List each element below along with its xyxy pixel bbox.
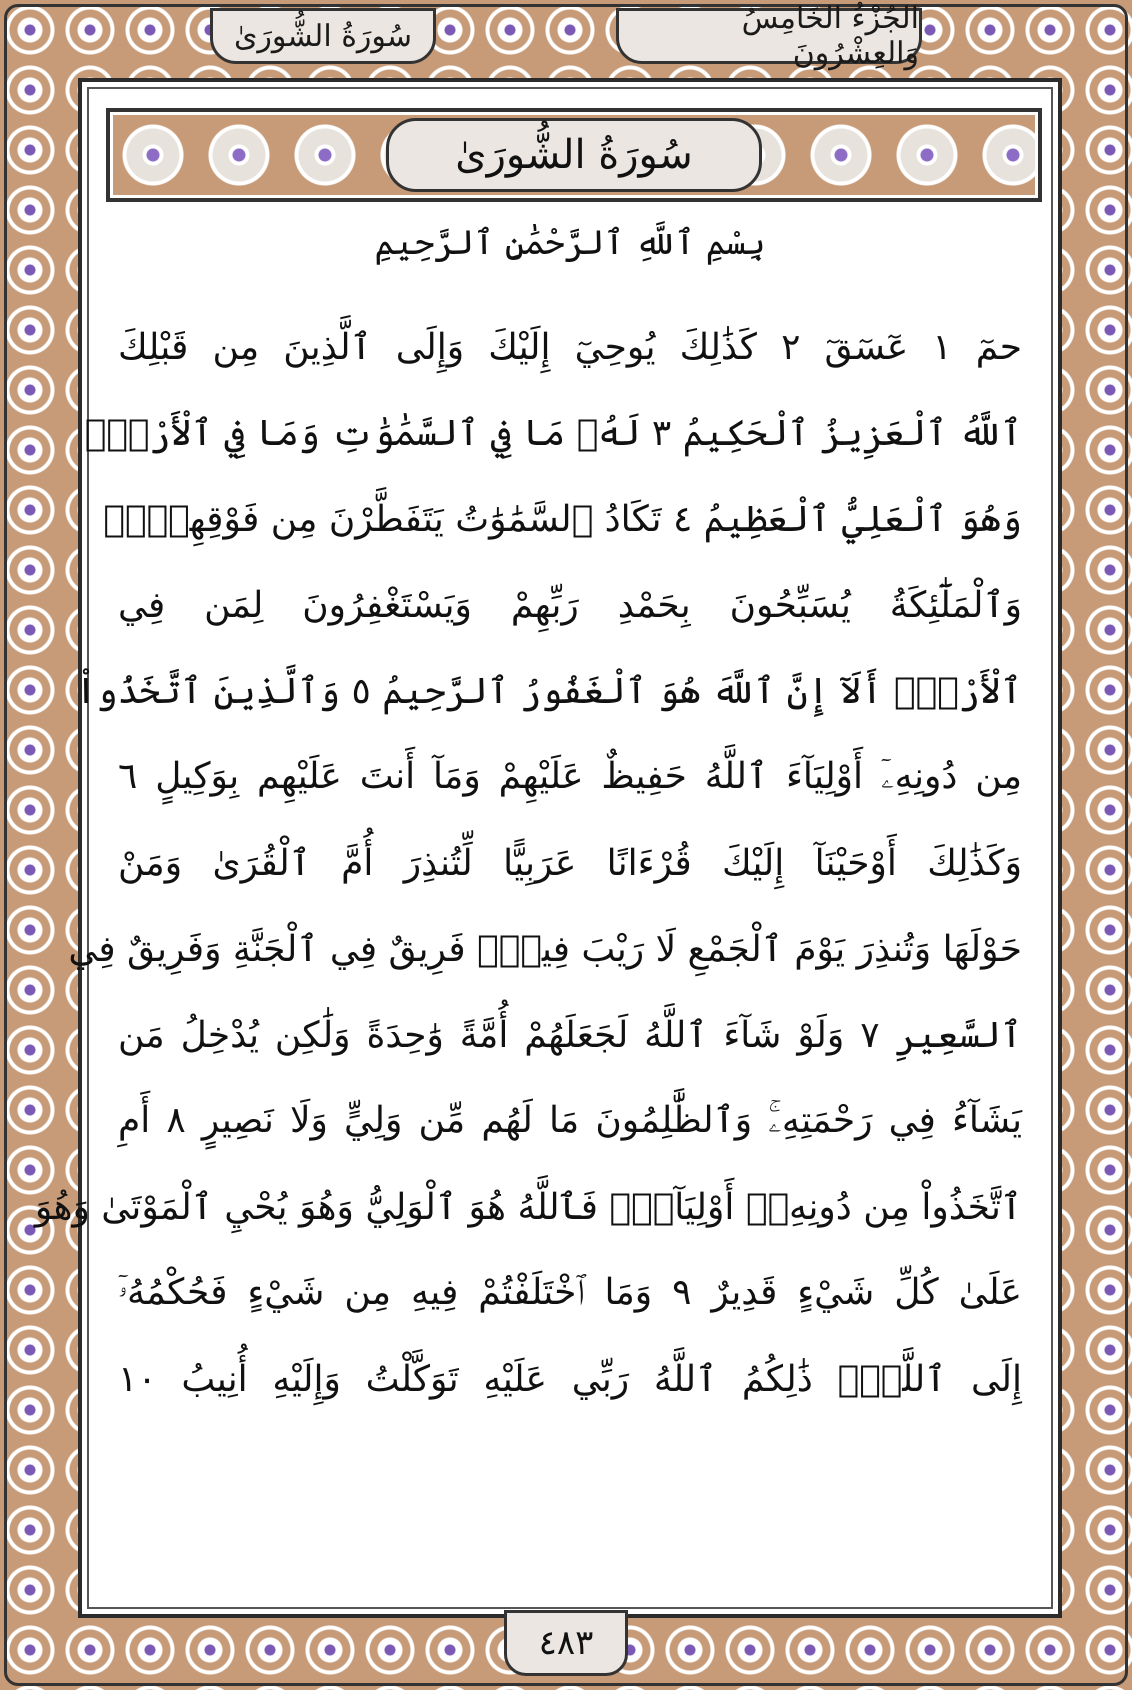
surah-banner (106, 108, 1042, 202)
text-line: وَكَذَٰلِكَ أَوْحَيْنَآ إِلَيْكَ قُرْءَانًا عَرَبِيًّا لِّتُنذِرَ أُمَّ ٱلْقُرَىٰ وَمَنْ (118, 842, 1022, 884)
basmala: بِسْمِ ٱللَّهِ ٱلرَّحْمَٰنِ ٱلرَّحِيمِ (374, 223, 766, 263)
text-line: وَهُوَ ٱلْعَلِيُّ ٱلْعَظِيمُ ٤ تَكَادُ ٱلسَّمَٰوَٰتُ يَتَفَطَّرْنَ مِن فَوْقِهِنَّۚ (103, 498, 1022, 540)
text-line: يَشَآءُ فِي رَحْمَتِهِۦۚ وَٱلظَّٰلِمُونَ مَا لَهُم مِّن وَلِيٍّ وَلَا نَصِيرٍ ٨ أَمِ (118, 1100, 1023, 1141)
text-line: عَلَىٰ كُلِّ شَيْءٍ قَدِيرٌ ٩ وَمَا ٱخْتَلَفْتُمْ فِيهِ مِن شَيْءٍ فَحُكْمُهُۥٓ (118, 1272, 1022, 1313)
page-content (34, 78, 1062, 1618)
text-line: حمٓ ١ عٓسٓقٓ ٢ كَذَٰلِكَ يُوحِيٓ إِلَيْكَ وَإِلَى ٱلَّذِينَ مِن قَبْلِكَ (118, 326, 1022, 368)
quran-text (34, 304, 1023, 1422)
surah-header: سُورَةُ الشُّورَىٰ (210, 8, 436, 64)
page-number: ٤٨٣ (504, 1610, 628, 1676)
text-line: ٱلْأَرْضِۗ أَلَآ إِنَّ ٱللَّهَ هُوَ ٱلْغَفُورُ ٱلرَّحِيمُ ٥ وَٱلَّذِينَ ٱتَّخَذُواْ (75, 670, 1022, 712)
text-line: ٱلسَّعِيرِ ٧ وَلَوْ شَآءَ ٱللَّهُ لَجَعَلَهُمْ أُمَّةً وَٰحِدَةً وَلَٰكِن يُدْخِلُ مَن (118, 1014, 1022, 1056)
juz-header: الجُزْءُ الخَامِسُ وَالعِشْرُونَ (616, 8, 922, 64)
text-line: ٱتَّخَذُواْ مِن دُونِهِۦٓ أَوْلِيَآءَۖ فَٱللَّهُ هُوَ ٱلْوَلِيُّ وَهُوَ يُحْيِ ٱلْمَوْتَىٰ وَهُوَ (34, 1186, 1022, 1228)
text-line: وَٱلْمَلَٰٓئِكَةُ يُسَبِّحُونَ بِحَمْدِ رَبِّهِمْ وَيَسْتَغْفِرُونَ لِمَن فِي (118, 584, 1022, 626)
surah-title: سُورَةُ الشُّورَىٰ (386, 118, 762, 192)
text-line: حَوْلَهَا وَتُنذِرَ يَوْمَ ٱلْجَمْعِ لَا رَيْبَ فِيهِۚ فَرِيقٌ فِي ٱلْجَنَّةِ وَفَرِيقٌ فِي (68, 928, 1022, 970)
text-line: ٱللَّهُ ٱلْعَزِيزُ ٱلْحَكِيمُ ٣ لَهُۥ مَا فِي ٱلسَّمَٰوَٰتِ وَمَا فِي ٱلْأَرْضِۖ (84, 412, 1022, 454)
text-line: إِلَى ٱللَّهِۚ ذَٰلِكُمُ ٱللَّهُ رَبِّي عَلَيْهِ تَوَكَّلْتُ وَإِلَيْهِ أُنِيبُ ١٠ (118, 1358, 1022, 1400)
text-line: مِن دُونِهِۦٓ أَوْلِيَآءَ ٱللَّهُ حَفِيظٌ عَلَيْهِمْ وَمَآ أَنتَ عَلَيْهِم بِوَكِيلٍ ٦ (118, 756, 1022, 797)
